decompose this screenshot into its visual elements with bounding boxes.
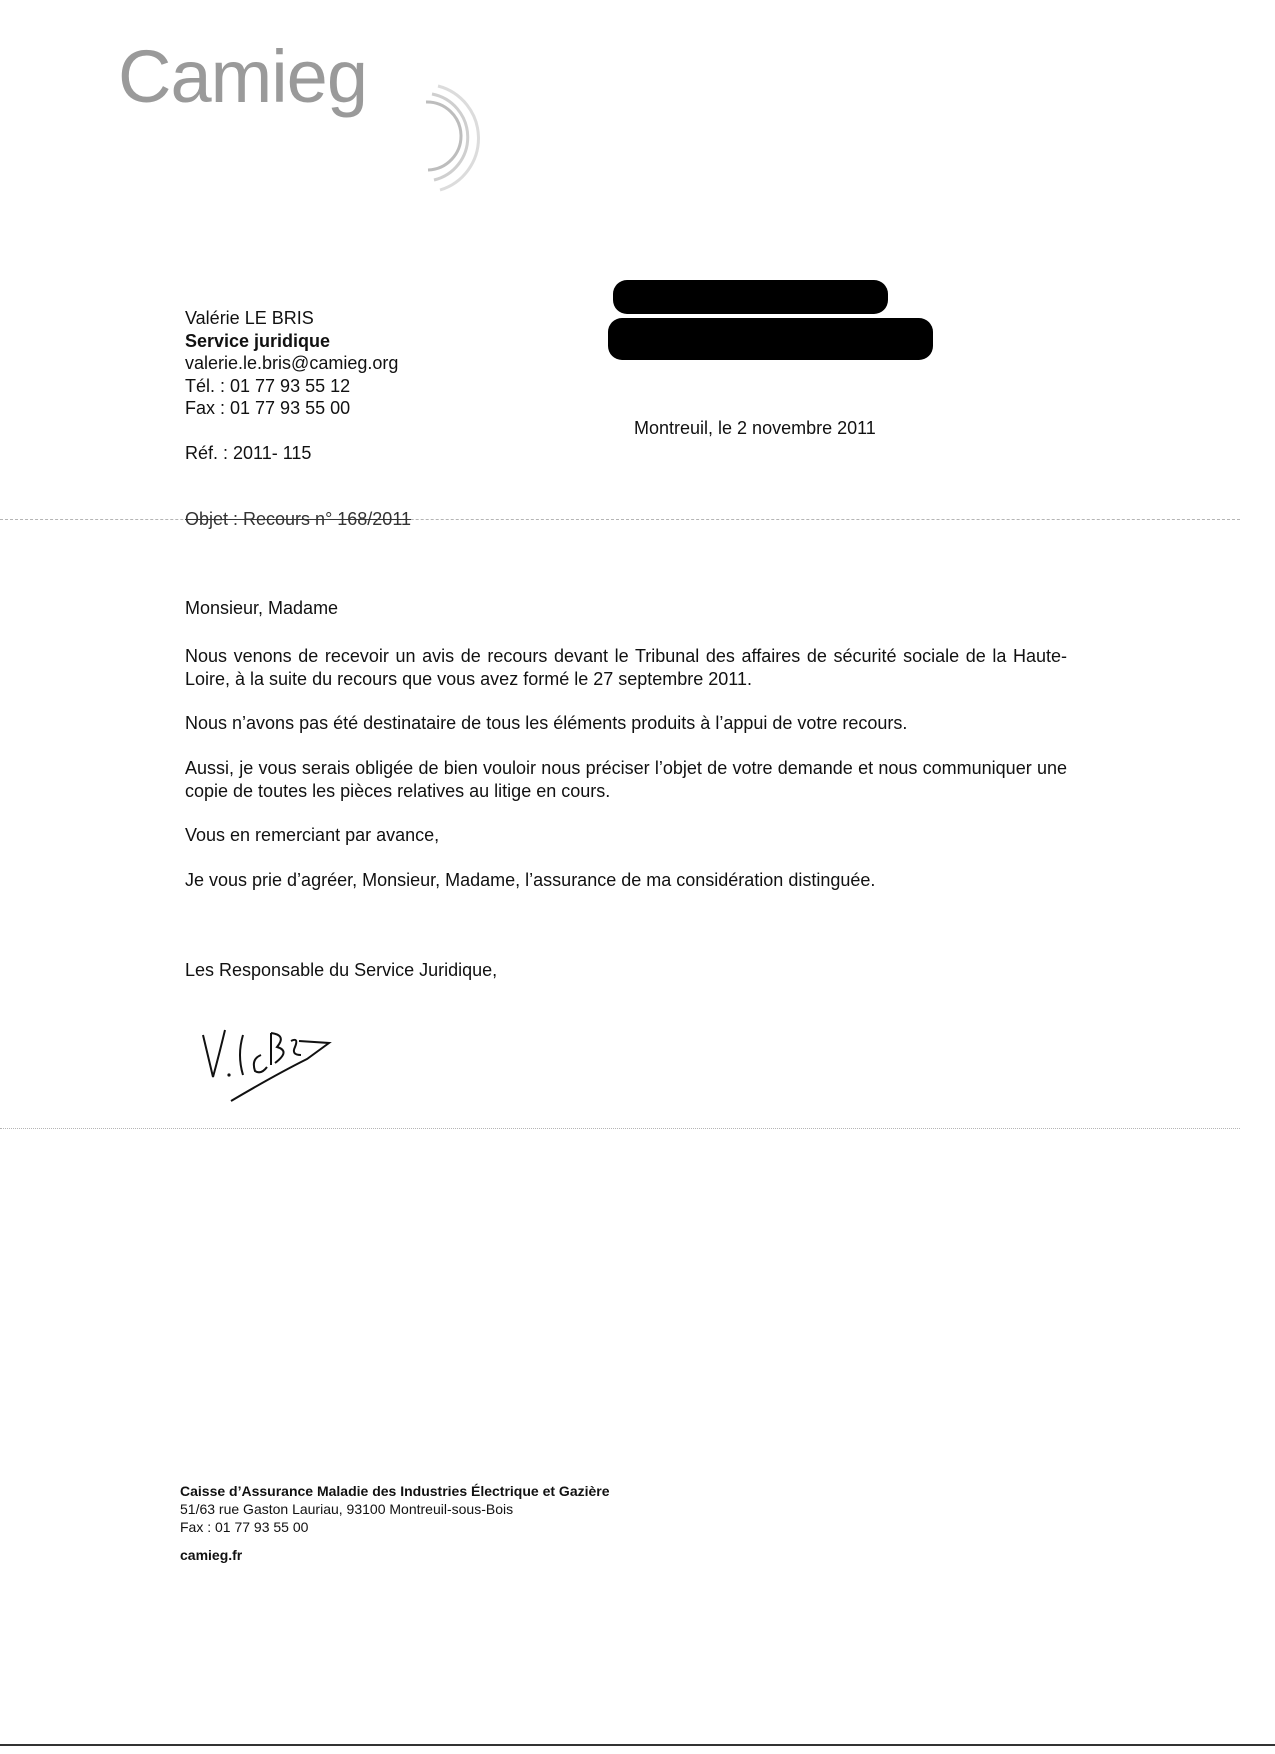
footer-address: 51/63 rue Gaston Lauriau, 93100 Montreuil-sous-Bois [180,1501,514,1517]
sender-fax: Fax : 01 77 93 55 00 [185,398,351,418]
sender-service: Service juridique [185,330,331,351]
closing-line: Les Responsable du Service Juridique, [185,960,498,980]
redacted-address-line-2 [608,318,933,360]
footer-website: camieg.fr [180,1547,243,1563]
logo-arcs-icon [258,60,498,200]
salutation: Monsieur, Madame [185,598,339,618]
sender-tel: Tél. : 01 77 93 55 12 [185,375,351,396]
paragraph-4: Vous en remerciant par avance, [185,825,440,845]
sender-email: valerie.le.bris@camieg.org [185,353,399,373]
logo-text: Camieg [118,35,367,118]
reference: Réf. : 2011- 115 [185,443,312,463]
paragraph-1: Nous venons de recevoir un avis de recours devant le Tribunal des affaires de sécurité sociale de la Haute-Loire, à la suite du recours que vous avez formé le 27 septembre 2011. [185,646,1067,689]
sender-block [185,307,398,420]
scan-edge-line [0,1744,1275,1746]
paragraph-3: Aussi, je vous serais obligée de bien vouloir nous préciser l’objet de votre demande et nous communiquer une copie de toutes les pièces relatives au litige en cours. [185,758,1067,801]
paragraph-2: Nous n’avons pas été destinataire de tous les éléments produits à l’appui de votre recours. [185,713,908,733]
sender-name: Valérie LE BRIS [185,308,314,328]
paragraph-5: Je vous prie d’agréer, Monsieur, Madame, l’assurance de ma considération distinguée. [185,870,876,890]
footer-fax: Fax : 01 77 93 55 00 [180,1519,309,1535]
redacted-address-line-1 [613,280,888,314]
footer-organisation: Caisse d’Assurance Maladie des Industries Électrique et Gazière [180,1483,610,1499]
footer [180,1482,610,1564]
fold-line-middle [0,1128,1240,1129]
camieg-logo [118,35,398,180]
signature-image [195,1015,345,1105]
subject-line: Objet : Recours n° 168/2011 [185,509,412,529]
date-line: Montreuil, le 2 novembre 2011 [634,418,876,438]
